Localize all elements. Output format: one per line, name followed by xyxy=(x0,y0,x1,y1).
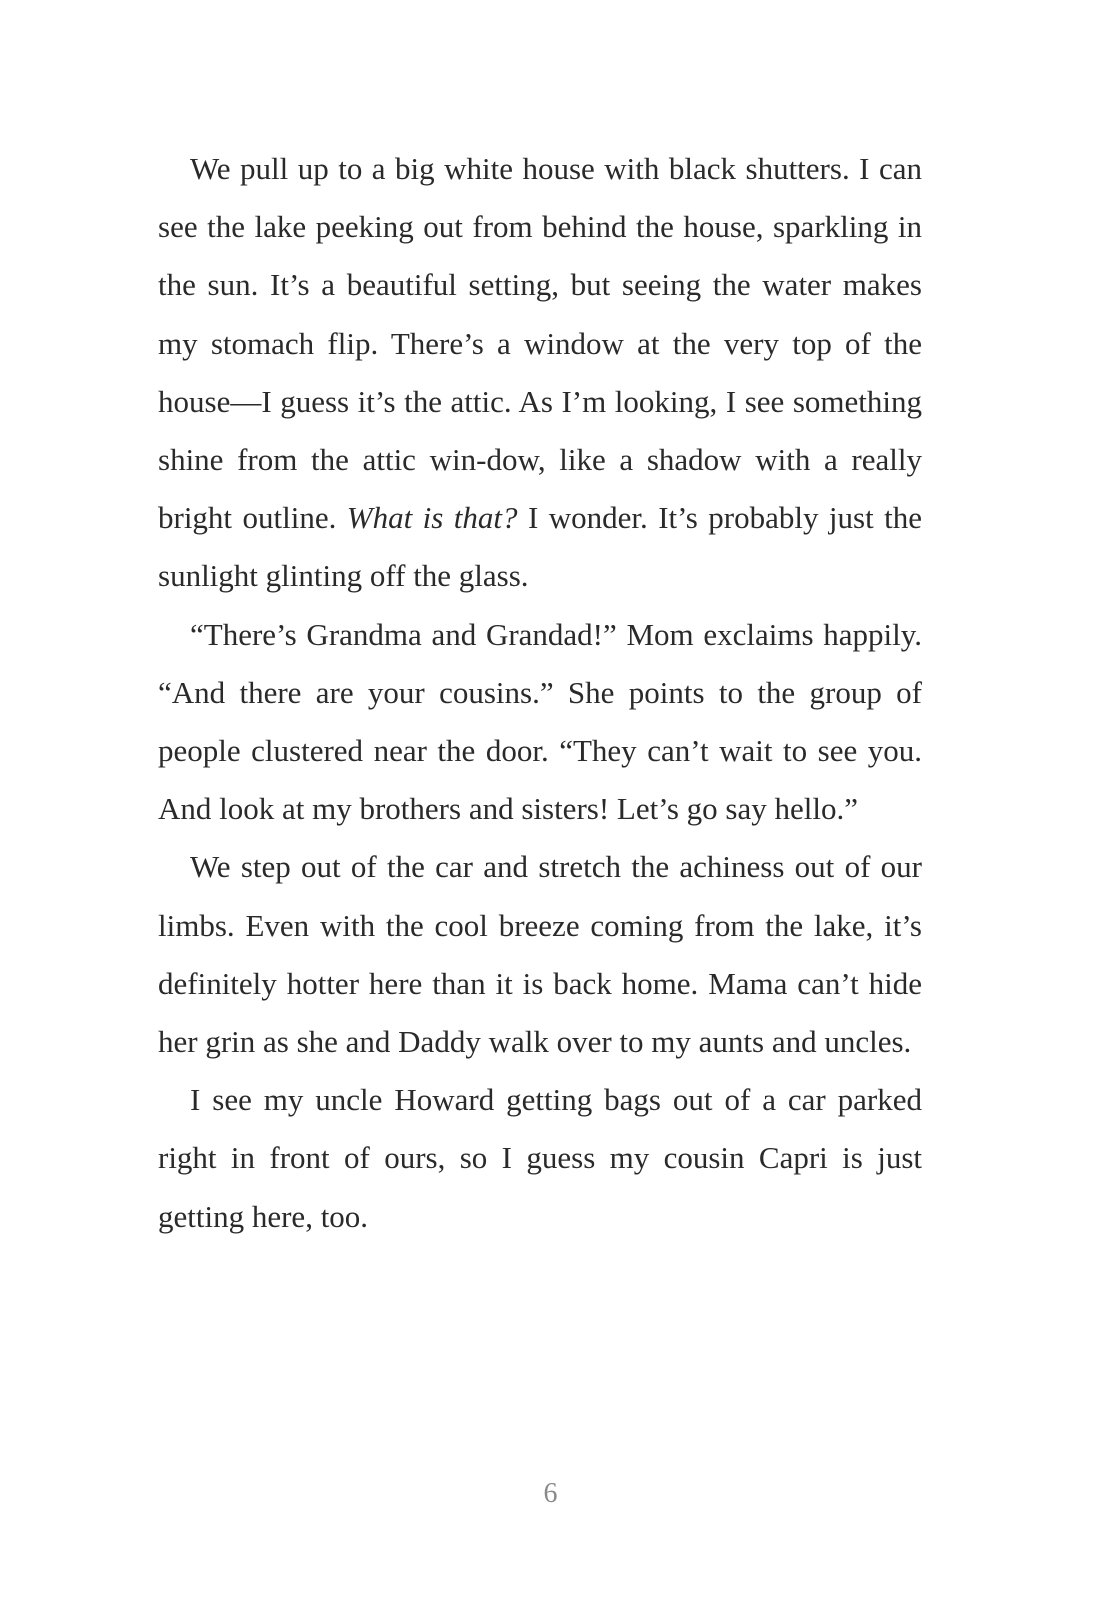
paragraph-1-italic-thought: What is that? xyxy=(346,500,518,536)
paragraph-3-text: We step out of the car and stretch the achiness out of our limbs. Even with the cool breeze coming from the lake, it’s definitely hotter here than it is back home. Mama can’t hide her grin as she and Daddy walk over to my aunts and uncles. xyxy=(158,849,922,1060)
paragraph-1-text-b: I wonder. It’s probably just the sunlight glinting off the glass. xyxy=(158,500,922,594)
paragraph-4 xyxy=(158,1071,922,1246)
paragraph-1 xyxy=(158,140,922,606)
paragraph-4-text: I see my uncle Howard getting bags out of a car parked right in front of ours, so I guess my cousin Capri is just getting here, too. xyxy=(158,1082,922,1234)
page-number: 6 xyxy=(543,1478,558,1509)
paragraph-3 xyxy=(158,838,922,1071)
paragraph-2-text: “There’s Grandma and Grandad!” Mom exclaims happily. “And there are your cousins.” She points to the group of people clustered near the door. “They can’t wait to see you. And look at my brothers and sisters! Let’s go say hello.” xyxy=(158,616,922,827)
paragraph-2 xyxy=(158,606,922,839)
paragraph-1-text-a: We pull up to a big white house with black shutters. I can see the lake peeking out from behind the house, sparkling in the sun. It’s a beautiful setting, but seeing the water makes my stomach flip. There’s a window at the very top of the house—I guess it’s the attic. As I’m looking, I see something shine from the attic win-dow, like a shadow with a really bright outline. xyxy=(158,151,922,536)
body-text xyxy=(158,140,922,1246)
